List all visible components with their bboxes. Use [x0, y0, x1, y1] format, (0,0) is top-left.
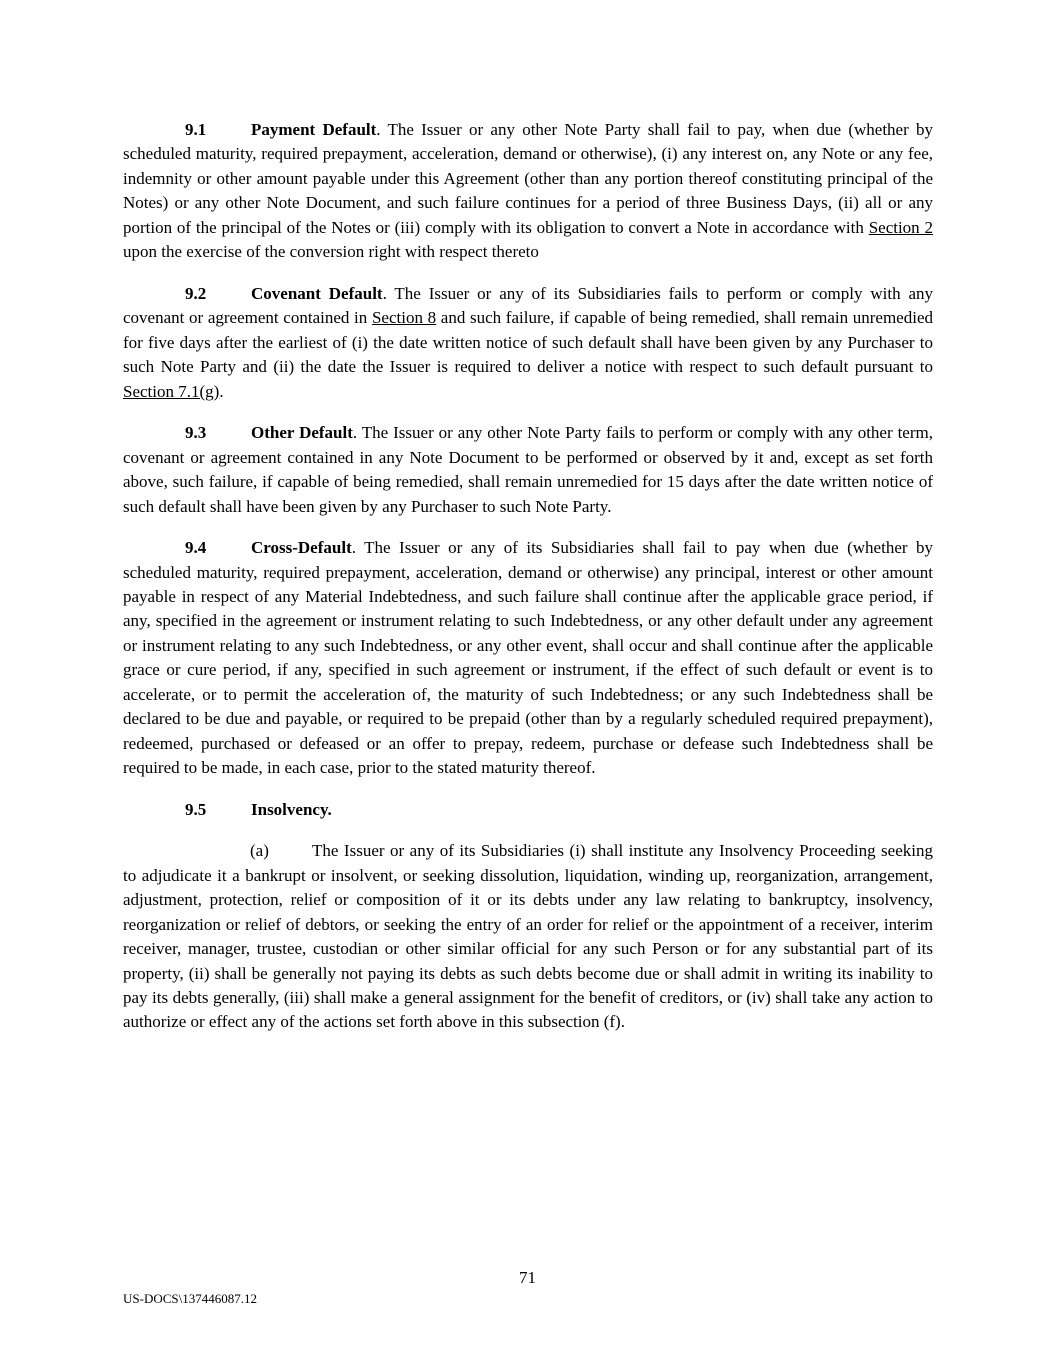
subsection-a — [123, 839, 933, 1035]
section-title: Insolvency. — [251, 799, 332, 819]
section-number: 9.5 — [185, 799, 207, 819]
section-title: Other Default — [251, 423, 353, 443]
section-7-1-g-reference: Section 7.1(g) — [123, 381, 220, 401]
section-title: Covenant Default — [251, 283, 383, 303]
section-number: 9.2 — [185, 283, 207, 303]
section-title: Payment Default — [251, 120, 377, 139]
section-number: 9.4 — [185, 538, 207, 558]
section-9-4 — [123, 536, 933, 781]
section-number: 9.1 — [185, 120, 207, 139]
section-2-reference: Section 2 — [868, 217, 933, 237]
section-9-3 — [123, 421, 933, 519]
section-9-5 — [123, 798, 933, 822]
section-body-text: . The Issuer or any other Note Party fails to perform or comply with any other term, covenant or agreement contained in any Note Document to be performed or observed by it and, except as set forth above, such failure, if capable of being remedied, shall remain unremedied for 15 days after the date written notice of such default shall have been given by any Purchaser to such Note Party. — [123, 423, 933, 516]
page-number: 71 — [519, 1268, 536, 1287]
section-9-1 — [123, 118, 933, 265]
section-9-2 — [123, 282, 933, 404]
section-number: 9.3 — [185, 423, 207, 443]
section-body-text: . The Issuer or any of its Subsidiaries shall fail to pay when due (whether by scheduled maturity, required prepayment, acceleration, demand or otherwise) any principal, interest or other amount payable in respect of any Material Indebtedness, and such failure shall continue after the applicable grace period, if any, specified in the agreement or instrument relating to such Indebtedness, or any other default under any agreement or instrument relating to any such Indebtedness, or any other event, shall occur and shall continue after the applicable grace or cure period, if any, specified in such agreement or instrument, if the effect of such default or event is to accelerate, or to permit the acceleration of, the maturity of such Indebtedness; or any such Indebtedness shall be declared to be due and payable, or required to be prepaid (other than by a regularly scheduled required prepayment), redeemed, purchased or defeased or an offer to prepay, redeem, purchase or defease such Indebtedness shall be required to be made, in each case, prior to the stated maturity thereof. — [123, 538, 933, 778]
section-body-text: and such failure, if capable of being remedied, shall remain unremedied for five days after the earliest of (i) the date written notice of such default shall have been given by any Purchaser to such Note Party and (ii) the date the Issuer is required to deliver a notice with respect to such default pursuant to — [123, 308, 933, 377]
section-8-reference: Section 8 — [371, 308, 437, 328]
section-body-text: . The Issuer or any other Note Party shall fail to pay, when due (whether by scheduled maturity, required prepayment, acceleration, demand or otherwise), (i) any interest on, any Note or any fee, indemnity or other amount payable under this Agreement (other than any portion thereof constituting principal of the Notes) or any other Note Document, and such failure continues for a period of three Business Days, (ii) all or any portion of the principal of the Notes or (iii) comply with its obligation to convert a Note in accordance with — [123, 120, 933, 237]
section-title: Cross-Default — [251, 538, 352, 558]
section-body-text: upon the exercise of the conversion right with respect thereto — [123, 242, 539, 262]
subsection-body-text: The Issuer or any of its Subsidiaries (i) shall institute any Insolvency Proceeding seeking to adjudicate it a bankrupt or insolvent, or seeking dissolution, liquidation, winding up, reorganization, arrangement, adjustment, protection, relief or composition of it or its debts under any law relating to bankruptcy, insolvency, reorganization or relief of debtors, or seeking the entry of an order for relief or the appointment of a receiver, interim receiver, manager, trustee, custodian or other similar official for any such Person or for any substantial part of its property, (ii) shall be generally not paying its debts as such debts become due or shall admit in writing its inability to pay its debts generally, (iii) shall make a general assignment for the benefit of creditors, or (iv) shall take any action to authorize or effect any of the actions set forth above in this subsection (f). — [123, 841, 933, 1032]
document-content — [123, 118, 933, 1052]
section-body-text: . — [219, 381, 224, 401]
subsection-label: (a) — [250, 841, 269, 861]
section-body-text: . The Issuer or any of its Subsidiaries fails to perform or comply with any covenant or agreement contained in — [123, 283, 933, 328]
document-id: US-DOCS\137446087.12 — [123, 1291, 257, 1306]
